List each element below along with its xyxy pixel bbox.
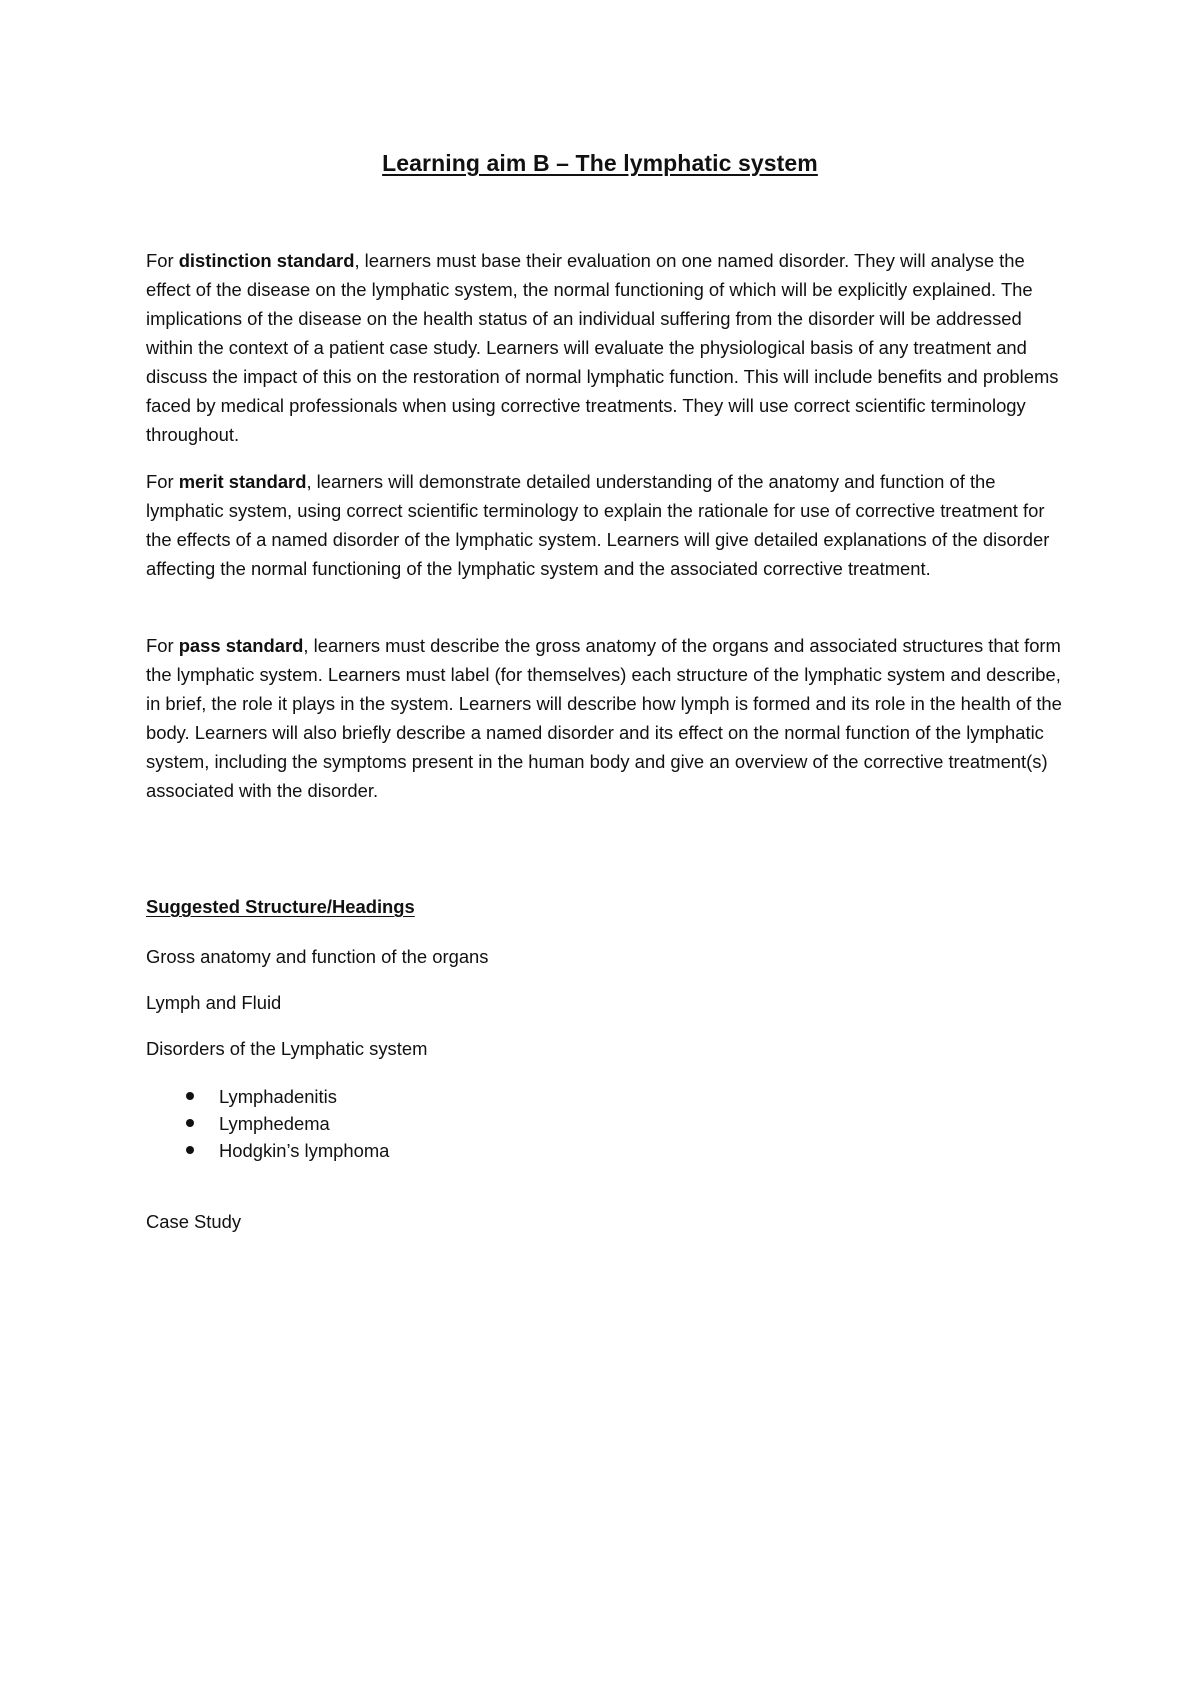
list-item-label: Hodgkin’s lymphoma xyxy=(219,1140,390,1161)
distinction-text: , learners must base their evaluation on one named disorder. They will analyse the effect of the disease on the lymphatic system, the normal functioning of which will be explicitly explained. The implications of the disease on the health status of an individual suffering from the disorder will be addressed within the context of a patient case study. Learners will evaluate the physiological basis of any treatment and discuss the impact of this on the restoration of normal lymphatic function. This will include benefits and problems faced by medical professionals when using corrective treatments. They will use correct scientific terminology throughout. xyxy=(146,250,1059,445)
distinction-paragraph xyxy=(146,246,1066,449)
pass-paragraph xyxy=(146,631,1066,805)
lymph-fluid-heading: Lymph and Fluid xyxy=(146,992,282,1013)
bullet-icon xyxy=(186,1119,194,1127)
list-item xyxy=(186,1137,389,1164)
merit-lead: For xyxy=(146,471,179,492)
merit-paragraph xyxy=(146,467,1066,583)
gross-anatomy-heading: Gross anatomy and function of the organs xyxy=(146,946,489,967)
distinction-lead: For xyxy=(146,250,179,271)
merit-text: , learners will demonstrate detailed understanding of the anatomy and function of the lymphatic system, using correct scientific terminology to explain the rationale for use of corrective treatment for the effects of a named disorder of the lymphatic system. Learners will give detailed explanations of the disorder affecting the normal functioning of the lymphatic system and the associated corrective treatment. xyxy=(146,471,1050,579)
suggested-structure-heading: Suggested Structure/Headings xyxy=(146,896,415,917)
merit-standard-label: merit standard xyxy=(178,471,307,492)
list-item xyxy=(186,1110,389,1137)
disorder-list xyxy=(186,1083,389,1164)
pass-lead: For xyxy=(146,635,179,656)
list-item-label: Lymphedema xyxy=(219,1113,330,1134)
pass-standard-label: pass standard xyxy=(178,635,304,656)
list-item-label: Lymphadenitis xyxy=(219,1086,337,1107)
bullet-icon xyxy=(186,1092,194,1100)
disorders-heading: Disorders of the Lymphatic system xyxy=(146,1038,428,1059)
pass-text: , learners must describe the gross anatomy of the organs and associated structures that form the lymphatic system. Learners must label (for themselves) each structure of the lymphatic system and describe, in brief, the role it plays in the system. Learners will describe how lymph is formed and its role in the health of the body. Learners will also briefly describe a named disorder and its effect on the normal function of the lymphatic system, including the symptoms present in the human body and give an overview of the corrective treatment(s) associated with the disorder. xyxy=(146,635,1062,801)
document-title: Learning aim B – The lymphatic system xyxy=(382,150,818,176)
case-study-heading: Case Study xyxy=(146,1211,242,1232)
distinction-standard-label: distinction standard xyxy=(178,250,355,271)
bullet-icon xyxy=(186,1146,194,1154)
list-item xyxy=(186,1083,389,1110)
